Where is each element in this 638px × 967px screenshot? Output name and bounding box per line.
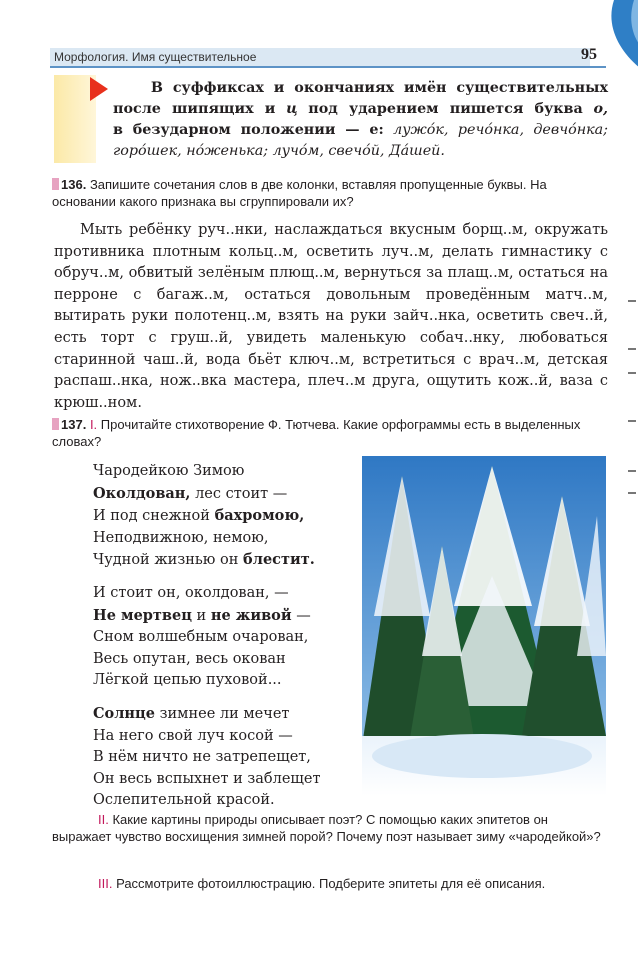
margin-tick — [628, 420, 636, 422]
poem-stanza-2 — [93, 583, 321, 692]
poem-line: Чудной жизнью он блестит. — [93, 551, 315, 569]
page-number: 95 — [581, 46, 597, 63]
poem-line: Солнце зимнее ли мечет — [93, 704, 290, 722]
margin-tick — [628, 372, 636, 374]
header-rule — [50, 66, 606, 68]
exercise-136-task — [52, 176, 608, 210]
poem-line: Весь опутан, весь окован — [93, 650, 286, 667]
poem-line: Сном волшебным очарован, — [93, 629, 309, 646]
poem-stanza-1 — [93, 461, 321, 572]
poem-line: Лёгкой цепью пуховой... — [93, 672, 282, 689]
exercise-task-text: Рассмотрите фотоиллюстрацию. Подберите эпитеты для её описания. — [116, 876, 546, 891]
exercise-137-part-3 — [52, 875, 608, 892]
section-title: Морфология. Имя существительное — [54, 50, 257, 64]
exercise-number: 136. — [61, 177, 87, 192]
poem-line: Неподвижною, немою, — [93, 529, 269, 546]
poem-line: И стоит он, околдован, — — [93, 584, 289, 601]
margin-tick — [628, 348, 636, 350]
margin-tick — [628, 492, 636, 494]
poem-line: На него свой луч косой — — [93, 727, 293, 744]
poem-line: Чародейкою Зимою — [93, 463, 245, 479]
poem-line: Он весь вспыхнет и заблещет — [93, 770, 321, 787]
poem-stanza-3 — [93, 703, 321, 812]
exercise-marker — [52, 418, 59, 430]
exercise-137-task — [52, 416, 608, 450]
winter-forest-photo — [362, 456, 606, 796]
rule-arrow-icon — [90, 77, 108, 101]
exercise-136-text: Мыть ребёнку руч..нки, наслаждаться вкусным борщ..м, окружать противника плотным кольц..м, осветить луч..м, делать гимнастику с обруч..м, обвитый зелёным плющ..м, вернуться за плащ..м, остаться на перроне с багаж..м, остаться довольным проведённым матч..м, вытирать руки полотенц..м, взять на руки зайч..нка, осветить свеч..й, есть торт с груш..й, увидеть маленькую собач..нку, любоваться старинной чаш..й, вода бьёт ключ..м, встретиться с врач..м, детская распаш..нка, нож..вка мастера, плеч..м друга, ощутить кож..й, ваза с крюш..ном. — [54, 222, 608, 411]
part-label: III. — [98, 876, 113, 891]
part-label: I. — [89, 417, 98, 432]
exercise-task-text: Запишите сочетания слов в две колонки, вставляя пропущенные буквы. На основании какого признака вы сгруппировали их? — [52, 177, 547, 209]
exercise-task-text: Прочитайте стихотворение Ф. Тютчева. Какие орфограммы есть в выделенных словах? — [52, 417, 581, 449]
poem-line: В нём ничто не затрепещет, — [93, 749, 311, 766]
margin-tick — [628, 470, 636, 472]
spelling-rule: В суффиксах и окончаниях имён существительных после шипящих и ц под ударением пишется буква о, в безударном положении — е: лужóк, речóнка, девчóнка; горóшек, нóженька; лучóм, свечóй, Дáшей. — [113, 80, 608, 159]
poem-line: Ослепительной красой. — [93, 792, 275, 809]
margin-tick — [628, 300, 636, 302]
poem-line: Околдован, лес стоит — — [93, 484, 288, 502]
corner-decoration — [594, 0, 638, 80]
exercise-137-part-2 — [52, 811, 608, 845]
part-label: II. — [98, 812, 109, 827]
poem-line: Не мертвец и не живой — — [93, 606, 311, 624]
poem — [93, 461, 321, 823]
exercise-marker — [52, 178, 59, 190]
poem-line: И под снежной бахромою, — [93, 507, 305, 525]
exercise-task-text: Какие картины природы описывает поэт? С помощью каких эпитетов он выражает чувство восхищения зимней порой? Почему поэт называет зиму «чародейкой»? — [52, 812, 601, 844]
exercise-number: 137. — [61, 417, 87, 432]
